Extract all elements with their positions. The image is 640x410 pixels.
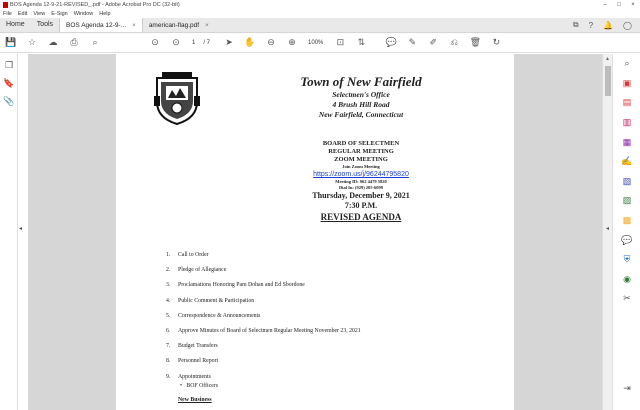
main-toolbar (0, 33, 640, 53)
item-text: Pledge of Allegiance (178, 267, 227, 274)
list-item (166, 298, 496, 313)
meeting-date: Thursday, December 9, 2021 (312, 191, 410, 200)
menu-edit[interactable]: Edit (17, 10, 28, 17)
hand-tool-icon[interactable]: ✋ (244, 37, 256, 47)
comment-tool-icon[interactable]: 💬 (621, 234, 633, 245)
tab-home[interactable]: Home (6, 21, 25, 28)
right-panel-toggle-icon[interactable]: ◂ (606, 226, 610, 232)
comment-icon[interactable]: 💬 (385, 37, 397, 47)
vertical-scrollbar[interactable] (602, 54, 612, 410)
fill-sign-icon[interactable]: ✍ (621, 156, 633, 167)
board-name: BOARD OF SELECTMEN (322, 140, 400, 147)
protect-icon[interactable]: ⛨ (623, 254, 631, 265)
item-text: Call to Order (178, 252, 209, 258)
tab-bar-right-icons (573, 18, 640, 32)
left-sidebar (0, 54, 18, 410)
upload-cloud-icon[interactable]: ☁ (48, 37, 58, 47)
menu-window[interactable]: Window (73, 10, 94, 17)
menu-help[interactable]: Help (99, 10, 111, 17)
tab-document-label: BOS Agenda 12-9-... (66, 22, 127, 29)
save-icon[interactable]: 💾 (5, 37, 17, 47)
pages-thumbnail-icon[interactable]: ❐ (4, 60, 14, 70)
meeting-time: 7:30 P.M. (344, 201, 378, 210)
tab-bar (0, 18, 640, 33)
item-number: 3. (166, 282, 171, 289)
tab-document-label: american-flag.pdf (148, 22, 200, 29)
window-title: BOS Agenda 12-9-21-REVISED_.pdf - Adobe Acrobat Pro DC (32-bit) (10, 1, 180, 8)
tab-close-icon[interactable]: × (205, 22, 209, 29)
right-tools-panel (612, 54, 640, 410)
scrollbar-thumb[interactable] (605, 66, 611, 96)
item-text: Correspondence & Announcements (178, 312, 261, 319)
zoom-level[interactable]: 100% (308, 39, 324, 46)
item-number: 6. (166, 327, 171, 334)
item-text: Proclamations Honoring Pam Dohan and Ed Sbordone (178, 282, 305, 289)
item-number: 7. (166, 343, 171, 350)
dial-in: Dial In: (929) 205-6099 (338, 185, 384, 190)
office-name: Selectmen's Office (332, 90, 390, 99)
list-item (166, 343, 496, 358)
rotate-icon[interactable]: ↻ (492, 37, 501, 47)
list-item (166, 282, 496, 297)
organize-pages-icon[interactable]: ▦ (622, 136, 632, 147)
window-controls (598, 2, 640, 8)
agenda-list (166, 252, 496, 403)
title-bar (0, 0, 640, 9)
scan-ocr-icon[interactable]: ▩ (622, 215, 632, 226)
tab-document-flag[interactable] (143, 18, 215, 32)
zoom-in-icon[interactable]: ⊕ (288, 37, 296, 47)
help-icon[interactable]: ? (588, 20, 594, 30)
scroll-mode-icon[interactable]: ⇅ (357, 37, 366, 47)
menu-esign[interactable]: E-Sign (51, 10, 68, 17)
bullet-icon: • (180, 382, 187, 389)
edit-pdf-icon[interactable]: ▥ (622, 117, 632, 128)
maximize-button[interactable]: □ (617, 1, 621, 8)
meeting-type: REGULAR MEETING (328, 148, 394, 155)
revised-agenda-title: REVISED AGENDA (320, 212, 402, 222)
delete-icon[interactable]: 🗑 (469, 37, 482, 47)
zoom-out-icon[interactable]: ⊖ (267, 37, 275, 47)
send-for-signature-icon[interactable]: ▧ (622, 175, 632, 186)
acrobat-icon (3, 2, 8, 8)
attachment-icon[interactable]: 📎 (3, 96, 15, 106)
create-pdf-icon[interactable]: ▤ (622, 97, 632, 108)
address-line-1: 4 Brush Hill Road (332, 100, 390, 109)
close-button[interactable]: × (631, 1, 635, 8)
tab-tools[interactable]: Tools (36, 21, 54, 28)
item-number: 4. (166, 297, 171, 304)
town-seal-icon (152, 70, 202, 126)
item-text: Approve Minutes of Board of Selectmen Regular Meeting November 23, 2021 (178, 327, 361, 334)
list-item (166, 267, 496, 282)
redact-icon[interactable]: ◉ (623, 273, 631, 284)
sub-item-text: BOF Officers (186, 382, 219, 389)
tab-document-active[interactable] (59, 18, 143, 32)
export-pdf-icon[interactable]: ▣ (622, 77, 632, 88)
search-tool-icon[interactable]: ⌕ (624, 58, 630, 69)
expand-panel-icon[interactable]: ⇥ (623, 383, 631, 394)
more-tools-icon[interactable]: ✂ (623, 293, 631, 304)
item-number: 8. (166, 358, 171, 365)
meeting-id: Meeting ID: 962 4479 5820 (335, 179, 387, 184)
town-header (236, 74, 486, 120)
zoom-meeting-label: ZOOM MEETING (334, 156, 388, 163)
next-page-icon[interactable]: ⊙ (172, 37, 180, 47)
avatar[interactable]: ◯ (623, 20, 632, 30)
select-cursor-icon[interactable]: ➤ (225, 37, 233, 47)
item-text: Public Comment & Participation (178, 297, 255, 304)
list-item (166, 328, 496, 343)
address-line-2: New Fairfield, Connecticut (318, 110, 404, 119)
stamp-icon[interactable]: ⎌ (450, 37, 458, 47)
item-text: Appointments (178, 373, 211, 380)
meeting-header (236, 140, 486, 223)
current-page[interactable]: 1 (192, 39, 196, 46)
menu-bar (0, 9, 640, 18)
previous-page-icon[interactable]: ⊙ (151, 37, 159, 47)
bookmark-star-icon[interactable]: ☆ (27, 37, 37, 47)
bookmark-icon[interactable]: 🔖 (3, 78, 15, 88)
notification-bell-icon[interactable]: 🔔 (603, 20, 614, 30)
tab-close-icon[interactable]: × (132, 22, 136, 29)
pdf-page (116, 54, 514, 410)
item-number: 9. (166, 373, 171, 380)
list-item (166, 252, 496, 267)
join-zoom-label: Join Zoom Meeting (342, 164, 380, 169)
zoom-link[interactable]: https://zoom.us/j/96244795820 (313, 171, 409, 178)
pen-icon[interactable]: ✎ (408, 37, 417, 47)
search-icon[interactable]: ⌕ (92, 37, 98, 47)
item-number: 5. (166, 312, 171, 319)
total-pages: / 7 (203, 39, 211, 46)
scroll-up-icon[interactable]: ▲ (605, 56, 610, 62)
page-indicator[interactable] (192, 40, 210, 46)
highlight-icon[interactable]: ✐ (429, 37, 438, 47)
combine-files-icon[interactable]: ▨ (622, 195, 632, 206)
sub-list-item (166, 383, 496, 395)
print-icon[interactable]: ⎙ (70, 37, 78, 47)
menu-file[interactable]: File (3, 10, 12, 17)
minimize-button[interactable]: – (603, 1, 607, 8)
left-panel-toggle-icon[interactable]: ◂ (19, 226, 23, 232)
document-viewport[interactable] (28, 54, 602, 410)
new-business-heading: New Business (178, 396, 212, 403)
item-text: Personnel Report (178, 358, 219, 365)
share-screen-icon[interactable]: ⧉ (572, 20, 579, 29)
page-fit-icon[interactable]: ⊡ (336, 37, 345, 47)
town-title: Town of New Fairfield (300, 74, 422, 89)
item-text: Budget Transfers (178, 343, 218, 350)
item-number: 1. (166, 252, 171, 258)
list-item (166, 313, 496, 328)
menu-view[interactable]: View (33, 10, 46, 17)
list-item (166, 358, 496, 373)
item-number: 2. (166, 267, 171, 274)
